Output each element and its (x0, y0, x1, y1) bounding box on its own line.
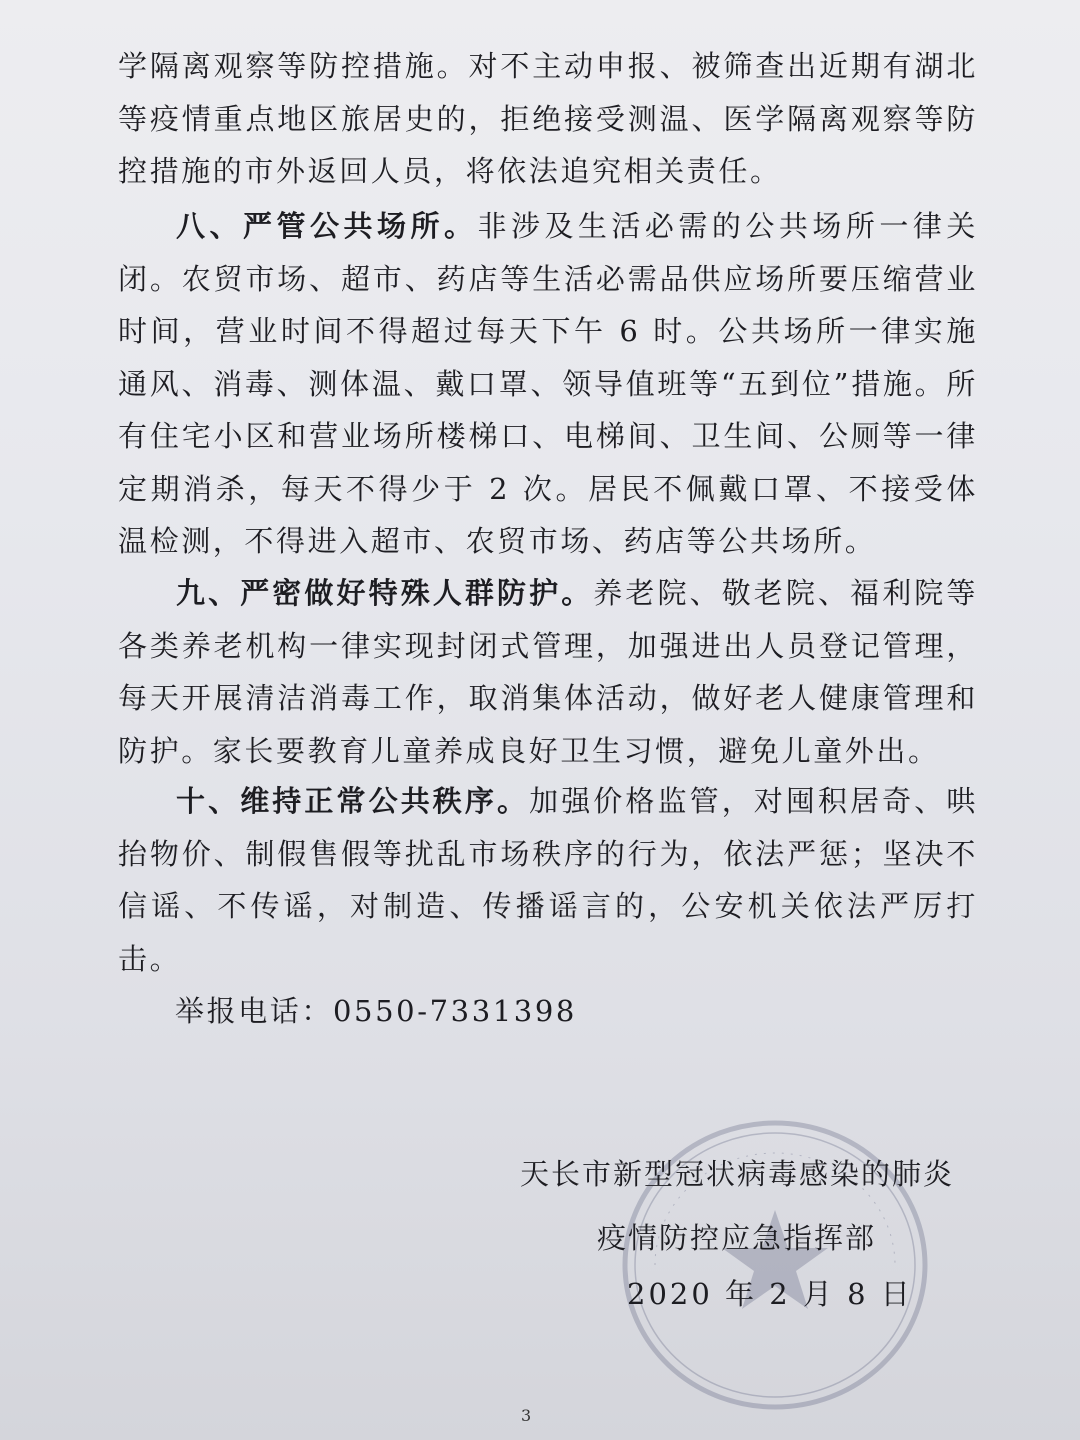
signature-organization-line1: 天长市新型冠状病毒感染的肺炎 (520, 1157, 955, 1191)
paragraph-section-9 (118, 567, 978, 777)
hotline (175, 985, 775, 1038)
paragraph-section-8 (118, 200, 978, 568)
hotline-text: 举报电话：0550-7331398 (175, 994, 577, 1028)
paragraph-text: 学隔离观察等防控措施。对不主动申报、被筛查出近期有湖北等疫情重点地区旅居史的，拒绝接受测温、医学隔离观察等防控措施的市外返回人员，将依法追究相关责任。 (118, 49, 978, 188)
paragraph-text: 养老院、敬老院、福利院等各类养老机构一律实现封闭式管理，加强进出人员登记管理，每天开展清洁消毒工作，取消集体活动，做好老人健康管理和防护。家长要教育儿童养成良好卫生习惯，避免儿童外出。 (118, 576, 978, 768)
signature-date: 2020 年 2 月 8 日 (627, 1277, 913, 1311)
section-heading: 八、严管公共场所。 (176, 209, 478, 243)
section-heading: 十、维持正常公共秩序。 (176, 784, 530, 818)
signature-organization-line2: 疫情防控应急指挥部 (597, 1221, 877, 1255)
paragraph-text: 非涉及生活必需的公共场所一律关闭。农贸市场、超市、药店等生活必需品供应场所要压缩营业时间，营业时间不得超过每天下午 6 时。公共场所一律实施通风、消毒、测体温、戴口罩、领导值班等“五到位”措施。所有住宅小区和营业场所楼梯口、电梯间、卫生间、公厕等一律定期消杀，每天不得少于 2 次。居民不佩戴口罩、不接受体温检测，不得进入超市、农贸市场、药店等公共场所。 (118, 209, 978, 558)
page-number: 3 (521, 1406, 532, 1425)
paragraph-section-10 (118, 775, 978, 985)
section-heading: 九、严密做好特殊人群防护。 (176, 576, 594, 610)
paragraph-continuation (118, 40, 978, 198)
paragraph-text: 加强价格监管，对囤积居奇、哄抬物价、制假售假等扰乱市场秩序的行为，依法严惩；坚决不信谣、不传谣，对制造、传播谣言的，公安机关依法严厉打击。 (118, 784, 978, 976)
